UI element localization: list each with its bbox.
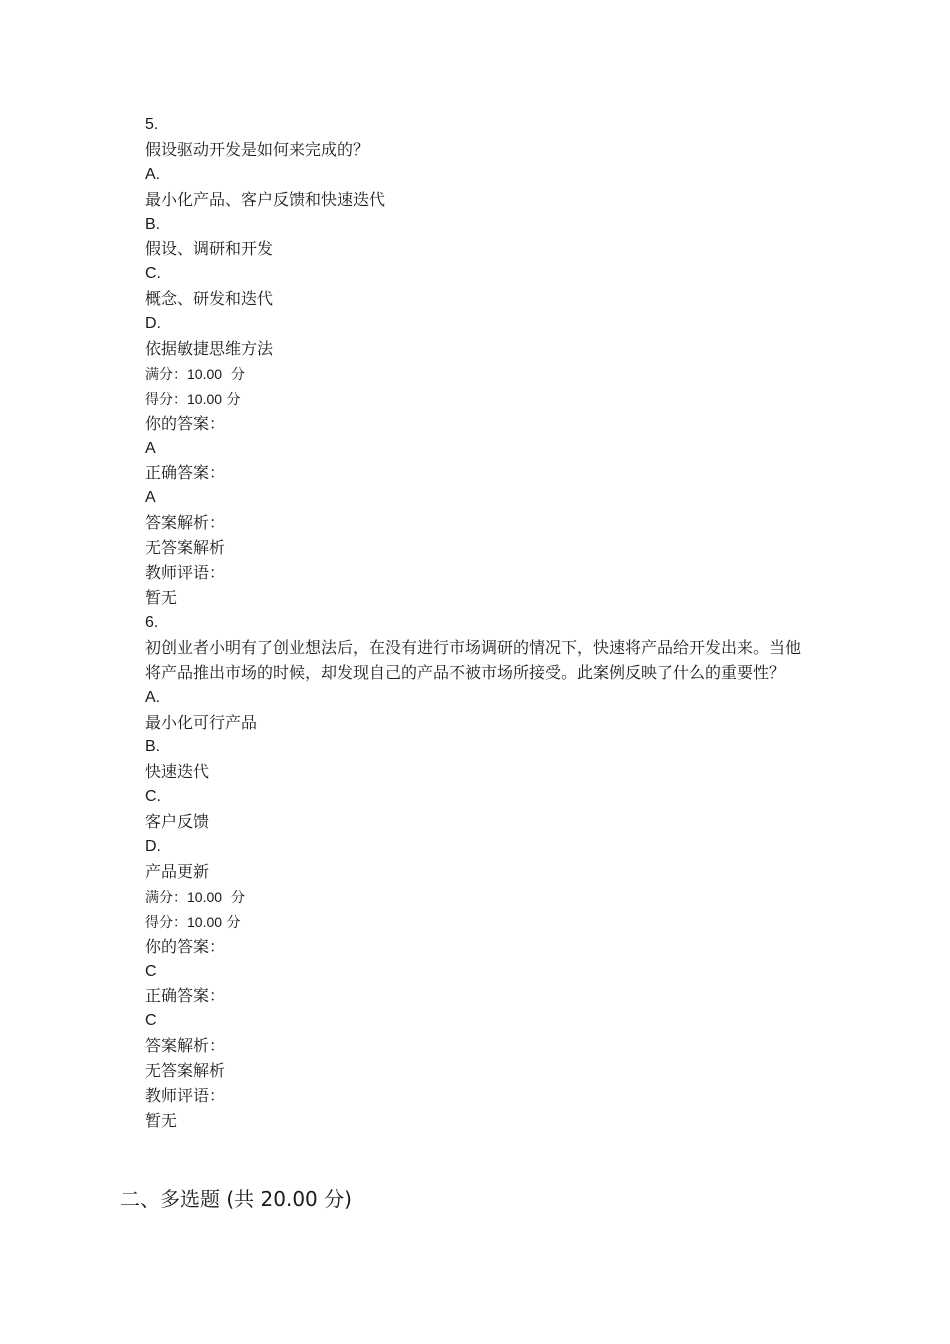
score-value: 10.00 [187, 390, 223, 407]
score-line [145, 387, 815, 412]
option-text-d: 依据敏捷思维方法 [145, 339, 274, 359]
full-score-unit: 分 [230, 889, 245, 906]
teacher-comment-label: 教师评语： [145, 563, 226, 583]
question-block [145, 113, 815, 611]
question-number: 6. [145, 614, 159, 631]
full-score-line [145, 362, 815, 387]
option-letter-d: D. [145, 315, 161, 333]
score-label: 得分： [145, 914, 187, 931]
option-letter-d: D. [145, 838, 161, 856]
analysis-label: 答案解析： [145, 513, 226, 533]
option-text-c: 客户反馈 [145, 812, 210, 832]
question-stem: 假设驱动开发是如何来完成的？ [145, 139, 370, 159]
your-answer-label: 你的答案： [145, 413, 226, 433]
score-unit: 分 [226, 914, 241, 931]
option-text-c: 概念、研发和迭代 [145, 289, 274, 309]
teacher-comment-label: 教师评语： [145, 1085, 226, 1105]
your-answer-label: 你的答案： [145, 936, 226, 956]
score-label: 得分： [145, 391, 187, 408]
option-letter-b: B. [145, 215, 161, 233]
correct-answer-value: C [145, 1012, 157, 1030]
option-letter-c: C. [145, 265, 161, 283]
option-letter-c: C. [145, 788, 161, 806]
full-score-label: 满分： [145, 889, 187, 906]
analysis-text: 无答案解析 [145, 1061, 226, 1081]
correct-answer-label: 正确答案： [145, 986, 226, 1006]
full-score-unit: 分 [230, 366, 245, 383]
score-unit: 分 [226, 391, 241, 408]
full-score-line [145, 885, 815, 910]
teacher-comment-text: 暂无 [145, 1110, 178, 1130]
teacher-comment-text: 暂无 [145, 587, 178, 607]
full-score-value: 10.00 [187, 888, 223, 905]
section-heading: 二、多选题 (共 20.00 分) [120, 1187, 352, 1211]
full-score-label: 满分： [145, 366, 187, 383]
correct-answer-value: A [145, 489, 156, 507]
score-line [145, 910, 815, 935]
option-text-a: 最小化产品、客户反馈和快速迭代 [145, 189, 386, 209]
full-score-value: 10.00 [187, 365, 223, 382]
option-letter-b: B. [145, 738, 161, 756]
option-text-a: 最小化可行产品 [145, 712, 258, 732]
score-value: 10.00 [187, 913, 223, 930]
option-text-b: 快速迭代 [145, 762, 210, 782]
your-answer-value: A [145, 439, 156, 457]
question-stem: 初创业者小明有了创业想法后，在没有进行市场调研的情况下，快速将产品给开发出来。当他将产品推出市场的时候，却发现自己的产品不被市场所接受。此案例反映了什么的重要性？ [145, 637, 802, 682]
analysis-label: 答案解析： [145, 1036, 226, 1056]
option-text-d: 产品更新 [145, 861, 210, 881]
question-block [145, 611, 815, 1134]
correct-answer-label: 正确答案： [145, 463, 226, 483]
your-answer-value: C [145, 962, 157, 980]
option-letter-a: A. [145, 165, 161, 183]
option-letter-a: A. [145, 688, 161, 706]
question-number: 5. [145, 116, 159, 133]
analysis-text: 无答案解析 [145, 538, 226, 558]
option-text-b: 假设、调研和开发 [145, 239, 274, 259]
